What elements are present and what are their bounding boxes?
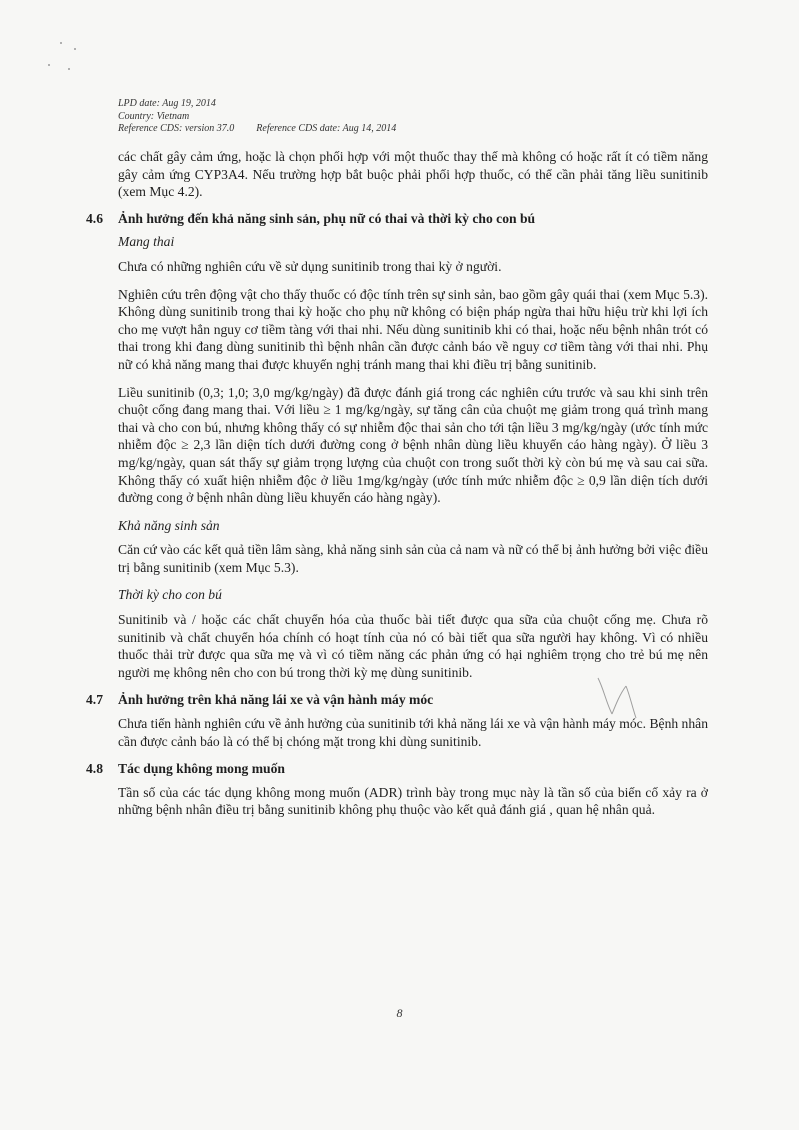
scan-speck (68, 68, 70, 70)
page-number: 8 (396, 1006, 403, 1020)
paragraph: Nghiên cứu trên động vật cho thấy thuốc có độc tính trên sự sinh sản, bao gồm gây quái thai (xem Mục 5.3). Không dùng sunitinib trong thai kỳ hoặc cho phụ nữ không có biện pháp ngừa thai hữu hiệu trừ khi lợi ích cho mẹ vượt hẳn nguy cơ tiềm tàng với thai nhi. Nếu dùng sunitinib khi có thai, hoặc nếu bệnh nhân trót có thai trong khi đang dùng sunitinib thì bệnh nhân cần được cảnh báo về nguy cơ tiềm tàng với thai nhi. Phụ nữ có khả năng mang thai được khuyến nghị tránh mang thai khi điều trị bằng sunitinib. (118, 286, 708, 372)
subsection-title-pregnancy: Mang thai (118, 234, 175, 250)
scan-speck (48, 64, 50, 66)
country: Country: Vietnam (118, 110, 190, 122)
paragraph: Chưa tiến hành nghiên cứu về ảnh hưởng của sunitinib tới khả năng lái xe và vận hành máy móc. Bệnh nhân cần được cảnh báo là có thể bị chóng mặt trong khi dùng sunitinib. (118, 716, 708, 749)
scan-speck (74, 48, 76, 50)
scan-speck (60, 42, 62, 44)
subsection-title-breastfeeding: Thời kỳ cho con bú (118, 587, 222, 603)
section-title: Ảnh hưởng trên khả năng lái xe và vận hành máy móc (118, 692, 434, 708)
handwritten-mark (590, 668, 660, 728)
section-heading-4-6 (86, 210, 708, 228)
subsection-title-fertility: Khả năng sinh sản (118, 517, 220, 533)
document-header (118, 98, 396, 136)
paragraph: Chưa có những nghiên cứu về sử dụng sunitinib trong thai kỳ ở người. (118, 258, 502, 274)
paragraph: Sunitinib và / hoặc các chất chuyển hóa của thuốc bài tiết được qua sữa của chuột cống mẹ. Chưa rõ sunitinib và chất chuyển hóa chính có hoạt tính của nó có bài tiết qua sữa người hay không. Vì có nhiều thuốc thải trừ được qua sữa mẹ và vì có tiềm năng các phản ứng có hại nghiêm trọng cho trẻ bú mẹ nên người mẹ không nên cho con bú trong thời kỳ mẹ dùng sunitinib. (118, 612, 708, 680)
section-title: Ảnh hưởng đến khả năng sinh sản, phụ nữ có thai và thời kỳ cho con bú (118, 210, 536, 226)
section-heading-4-8 (86, 760, 708, 778)
lpd-date: LPD date: Aug 19, 2014 (118, 98, 216, 109)
section-number: 4.6 (86, 210, 103, 226)
reference-cds-date: Reference CDS date: Aug 14, 2014 (256, 123, 397, 134)
section-number: 4.7 (86, 692, 103, 708)
section-title: Tác dụng không mong muốn (118, 761, 285, 777)
reference-line (118, 123, 396, 136)
paragraph: Liều sunitinib (0,3; 1,0; 3,0 mg/kg/ngày) đã được đánh giá trong các nghiên cứu trước và sau khi sinh trên chuột cống đang mang thai. Với liều ≥ 1 mg/kg/ngày, sự tăng cân của chuột mẹ giảm trong quá trình mang thai và cho con bú, nhưng không thấy có sự nhiễm độc thai sản cho tới tận liều 3 mg/kg/ngày (ước tính mức nhiễm độc ≥ 2,3 lần diện tích dưới đường cong ở bệnh nhân dùng liều khuyến cáo hàng ngày). Ở liều 3 mg/kg/ngày, quan sát thấy sự giảm trọng lượng của chuột con trong suốt thời kỳ còn bú mẹ và sau cai sữa. Không thấy có xuất hiện nhiễm độc ở liều 1mg/kg/ngày (ước tính mức nhiễm độc ≥ 0,9 lần diện tích dưới đường cong ở bệnh nhân dùng liều khuyến cáo hàng ngày). (118, 384, 708, 506)
paragraph: Căn cứ vào các kết quả tiền lâm sàng, khả năng sinh sản của cả nam và nữ có thể bị ảnh hưởng bởi việc điều trị bằng sunitinib (xem Mục 5.3). (118, 542, 708, 575)
section-number: 4.8 (86, 761, 103, 777)
intro-paragraph: các chất gây cảm ứng, hoặc là chọn phối hợp với một thuốc thay thế mà không có hoặc rất ít có tiềm năng gây cảm ứng CYP3A4. Nếu trường hợp bắt buộc phải phối hợp thuốc, có thể cần phải tăng liều sunitinib (xem Mục 4.2). (118, 149, 708, 200)
reference-cds-version: Reference CDS: version 37.0 (118, 123, 235, 134)
paragraph: Tần số của các tác dụng không mong muốn (ADR) trình bày trong mục này là tần số của biến cố xảy ra ở những bệnh nhân điều trị bằng sunitinib không phụ thuộc vào kết quả đánh giá , quan hệ nhân quả. (118, 784, 708, 818)
